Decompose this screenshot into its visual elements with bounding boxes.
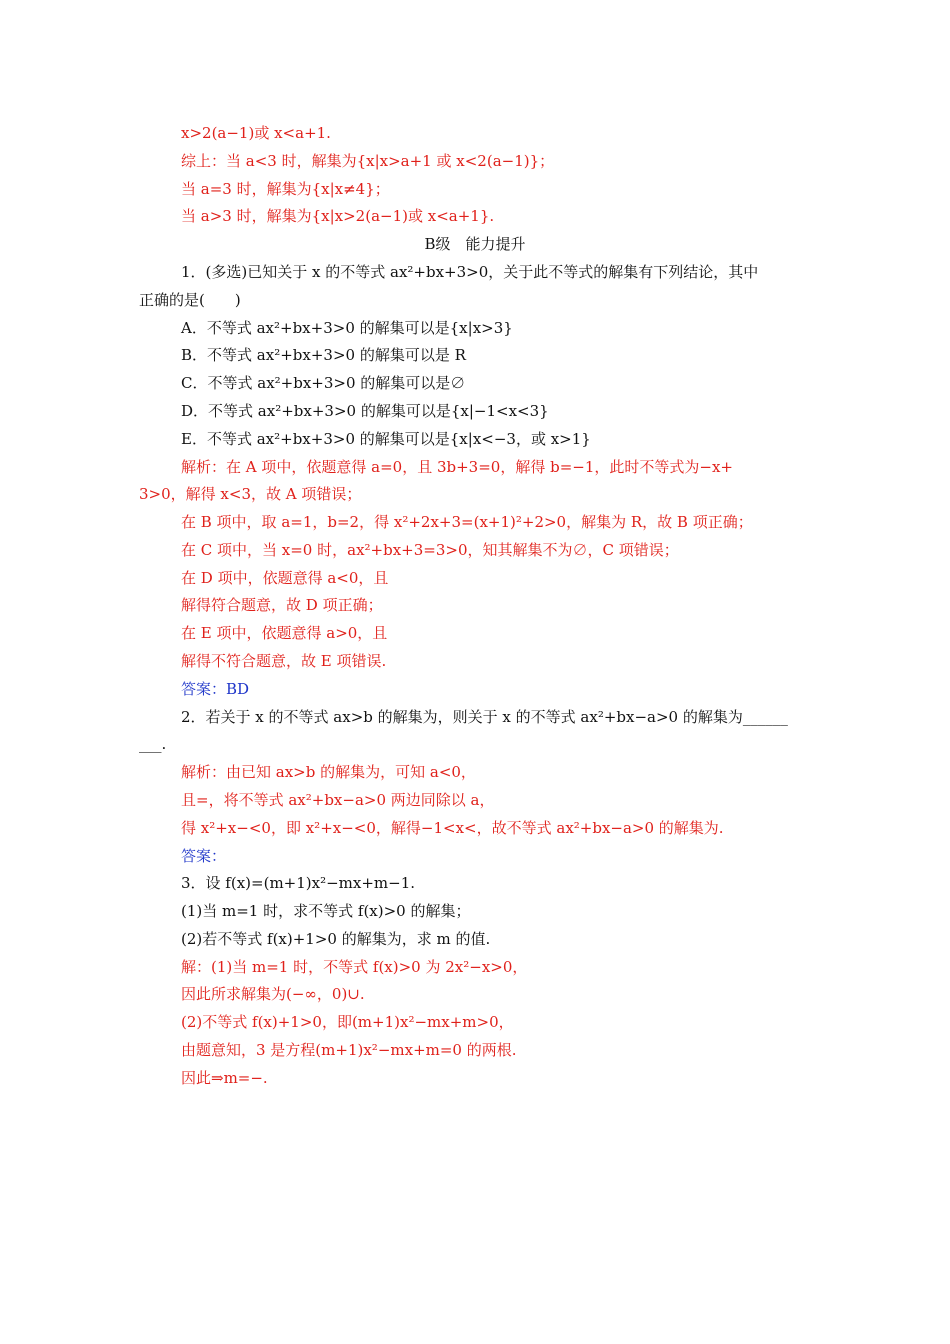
q3-solution-line-2: 因此所求解集为(−∞，0)∪. — [181, 985, 365, 1003]
q1-analysis-line-1: 解析：在 A 项中，依题意得 a=0，且 3b+3=0，解得 b=−1，此时不等式为−x+ — [181, 458, 733, 476]
q1-analysis-line-6: 解得符合题意，故 D 项正确； — [181, 596, 383, 614]
prev-solution-summary: 综上：当 a<3 时，解集为{x|x>a+1 或 x<2(a−1)}； — [181, 152, 555, 170]
q1-analysis-line-3: 在 B 项中，取 a=1，b=2，得 x²+2x+3=(x+1)²+2>0，解集为 R，故 B 项正确； — [181, 513, 753, 531]
question-1-option-b: B．不等式 ax²+bx+3>0 的解集可以是 R — [181, 346, 466, 364]
q2-analysis-line-3: 得 x²+x−<0，即 x²+x−<0，解得−1<x<，故不等式 ax²+bx−a>0 的解集为. — [181, 819, 724, 837]
q3-solution-line-4: 由题意知，3 是方程(m+1)x²−mx+m=0 的两根. — [181, 1041, 517, 1059]
question-1-option-a: A．不等式 ax²+bx+3>0 的解集可以是{x|x>3} — [181, 319, 513, 337]
question-1-option-d: D．不等式 ax²+bx+3>0 的解集可以是{x|−1<x<3} — [181, 402, 549, 420]
q2-analysis-line-1: 解析：由已知 ax>b 的解集为，可知 a<0， — [181, 763, 476, 781]
q1-analysis-line-8: 解得不符合题意，故 E 项错误. — [181, 652, 387, 670]
question-2-stem-cont: ___. — [139, 735, 167, 753]
prev-solution-line: x>2(a−1)或 x<a+1. — [181, 124, 331, 142]
question-1-option-e: E．不等式 ax²+bx+3>0 的解集可以是{x|x<−3，或 x>1} — [181, 430, 591, 448]
q3-solution-line-3: (2)不等式 f(x)+1>0，即(m+1)x²−mx+m>0， — [181, 1013, 514, 1031]
question-1-stem: 1．(多选)已知关于 x 的不等式 ax²+bx+3>0，关于此不等式的解集有下列结论，其中 — [181, 263, 759, 281]
q3-solution-line-5: 因此⇒m=−. — [181, 1069, 268, 1087]
q2-answer: 答案： — [181, 847, 227, 865]
question-1-stem-cont: 正确的是( ) — [139, 291, 241, 309]
section-heading: B级 能力提升 — [424, 235, 526, 253]
question-1-option-c: C．不等式 ax²+bx+3>0 的解集可以是∅ — [181, 374, 466, 392]
question-2-stem: 2．若关于 x 的不等式 ax>b 的解集为，则关于 x 的不等式 ax²+bx−a>0 的解集为______ — [181, 708, 788, 726]
q3-solution-line-1: 解：(1)当 m=1 时，不等式 f(x)>0 为 2x²−x>0， — [181, 958, 528, 976]
q1-analysis-line-4: 在 C 项中，当 x=0 时，ax²+bx+3=3>0，知其解集不为∅，C 项错误； — [181, 541, 679, 559]
q2-analysis-line-2: 且=，将不等式 ax²+bx−a>0 两边同除以 a， — [181, 791, 495, 809]
prev-solution-case-2: 当 a=3 时，解集为{x|x≠4}； — [181, 180, 390, 198]
prev-solution-case-3: 当 a>3 时，解集为{x|x>2(a−1)或 x<a+1}. — [181, 207, 495, 225]
q1-analysis-line-7: 在 E 项中，依题意得 a>0，且 — [181, 624, 388, 642]
question-3-part-1: (1)当 m=1 时，求不等式 f(x)>0 的解集； — [181, 902, 471, 920]
q1-analysis-line-2: 3>0，解得 x<3，故 A 项错误； — [139, 485, 362, 503]
question-3-stem: 3．设 f(x)=(m+1)x²−mx+m−1. — [181, 874, 416, 892]
q1-answer: 答案：BD — [181, 680, 250, 698]
q1-analysis-line-5: 在 D 项中，依题意得 a<0，且 — [181, 569, 389, 587]
question-3-part-2: (2)若不等式 f(x)+1>0 的解集为，求 m 的值. — [181, 930, 491, 948]
